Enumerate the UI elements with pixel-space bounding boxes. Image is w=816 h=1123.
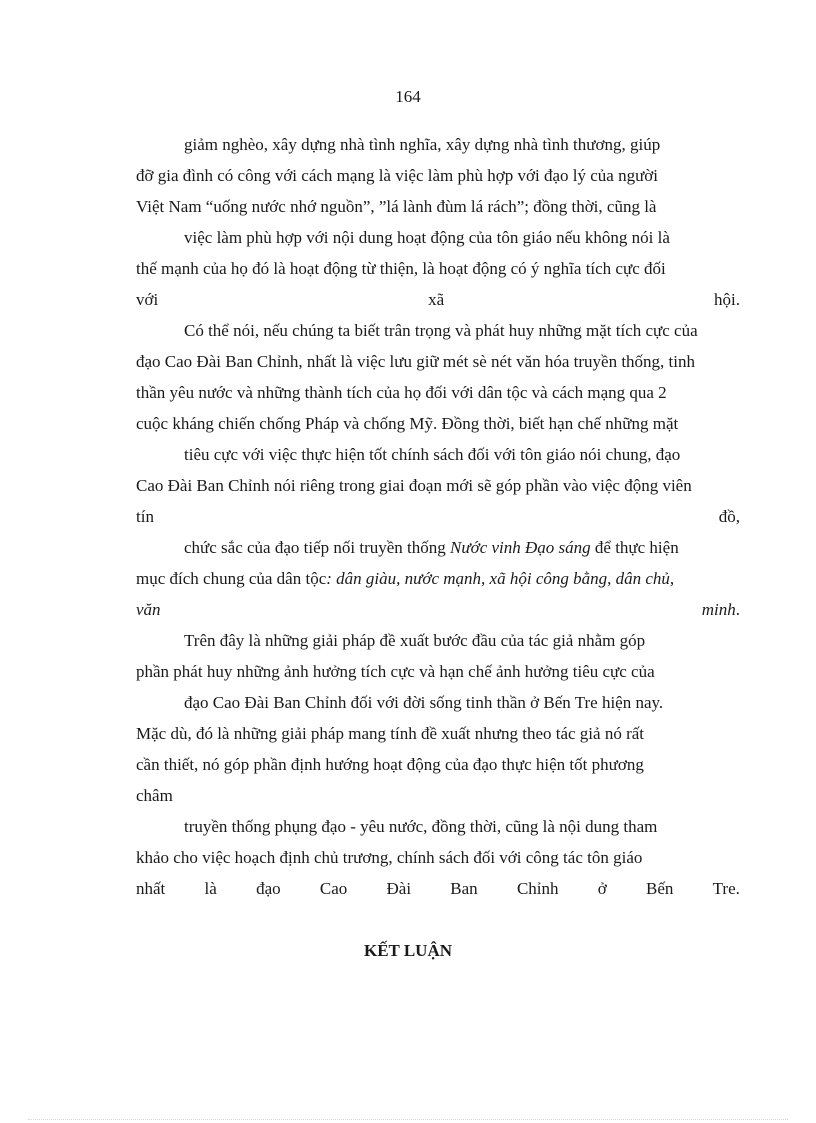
- text-line: đỡ gia đình có công với cách mạng là việc làm phù hợp với đạo lý của người: [136, 166, 659, 185]
- text-line: cuộc kháng chiến chống Pháp và chống Mỹ. Đồng thời, biết hạn chế những mặt: [136, 414, 679, 433]
- text-line: thế mạnh của họ đó là hoạt động từ thiện, là hoạt động có ý nghĩa tích cực đối: [136, 259, 666, 278]
- text-line: với xã hội.: [136, 290, 740, 309]
- text-line: cần thiết, nó góp phần định hướng hoạt động của đạo thực hiện tốt phương: [136, 755, 644, 774]
- text-line: đạo Cao Đài Ban Chỉnh, nhất là việc lưu giữ mét sè nét văn hóa truyền thống, tinh: [136, 352, 696, 371]
- text-line: Mặc dù, đó là những giải pháp mang tính đề xuất nhưng theo tác giả nó rất: [136, 724, 644, 743]
- section-heading: KẾT LUẬN: [363, 941, 452, 960]
- text-line: Cao Đài Ban Chỉnh nói riêng trong giai đoạn mới sẽ góp phần vào việc động viên: [136, 476, 692, 495]
- text-line: nhất là đạo Cao Đài Ban Chỉnh ở Bến Tre.: [136, 879, 740, 898]
- text-line: đạo Cao Đài Ban Chỉnh đối với đời sống tinh thần ở Bến Tre hiện nay.: [184, 693, 664, 712]
- body-text: [136, 129, 740, 904]
- text-line: tín đồ,: [136, 507, 740, 526]
- text-line: truyền thống phụng đạo - yêu nước, đồng thời, cũng là nội dung tham: [184, 817, 658, 836]
- text-line: Có thể nói, nếu chúng ta biết trân trọng và phát huy những mặt tích cực của: [184, 321, 698, 340]
- text-line: mục đích chung của dân tộc: dân giàu, nước mạnh, xã hội công bằng, dân chủ,: [136, 569, 675, 588]
- page-number: 164: [395, 87, 421, 106]
- text-line: Trên đây là những giải pháp đề xuất bước đầu của tác giả nhằm góp: [184, 631, 646, 650]
- text-line: tiêu cực với việc thực hiện tốt chính sách đối với tôn giáo nói chung, đạo: [184, 445, 681, 464]
- text-line: việc làm phù hợp với nội dung hoạt động của tôn giáo nếu không nói là: [184, 228, 670, 247]
- text-line: châm: [136, 786, 173, 805]
- text-line: văn minh.: [136, 600, 740, 619]
- text-line: giảm nghèo, xây dựng nhà tình nghĩa, xây dựng nhà tình thương, giúp: [184, 135, 661, 154]
- text-line: khảo cho việc hoạch định chủ trương, chính sách đối với công tác tôn giáo: [136, 848, 643, 867]
- text-line: phần phát huy những ảnh hưởng tích cực và hạn chế ảnh hưởng tiêu cực của: [136, 662, 655, 681]
- text-line: thần yêu nước và những thành tích của họ đối với dân tộc và cách mạng qua 2: [136, 383, 667, 402]
- text-line: Việt Nam “uống nước nhớ nguồn”, ”lá lành đùm lá rách”; đồng thời, cũng là: [136, 197, 657, 216]
- text-line: chức sắc của đạo tiếp nối truyền thống Nước vinh Đạo sáng để thực hiện: [184, 538, 679, 557]
- bottom-divider: [28, 1119, 788, 1120]
